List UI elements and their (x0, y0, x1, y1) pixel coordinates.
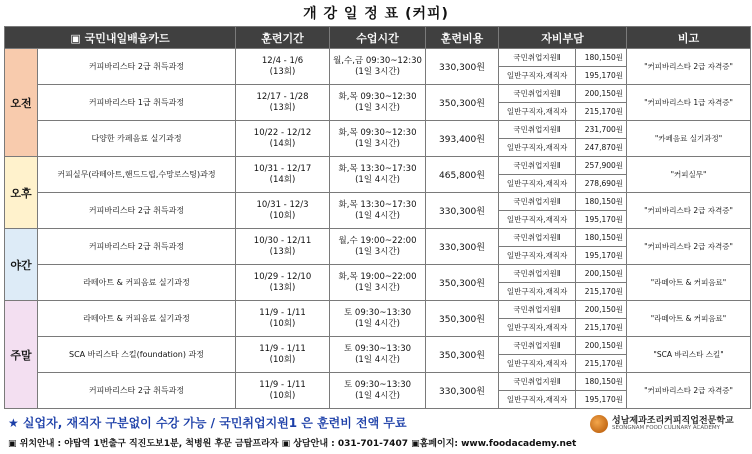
payer-amount-1: 180,150원 (576, 193, 627, 211)
period-count: (10회) (269, 210, 296, 221)
payer-type-2: 일반구직자,재직자 (499, 103, 576, 121)
table-row (5, 85, 751, 103)
course-note: "커피실무" (627, 157, 751, 193)
table-row (5, 193, 751, 211)
payer-amount-1: 200,150원 (576, 85, 627, 103)
course-cost: 350,300원 (426, 265, 499, 301)
course-note: "커피바리스타 2급 자격증" (627, 373, 751, 409)
table-row (5, 121, 751, 139)
payer-type-1: 국민취업지원Ⅱ (499, 265, 576, 283)
time-schedule: 월,수 19:00~22:00 (338, 235, 417, 246)
course-cost: 465,800원 (426, 157, 499, 193)
period-dates: 11/9 - 1/11 (259, 343, 306, 354)
course-name: 커피바리스타 2급 취득과정 (38, 49, 236, 85)
period-count: (13회) (269, 282, 296, 293)
payer-amount-2: 278,690원 (576, 175, 627, 193)
payer-type-1: 국민취업지원Ⅱ (499, 229, 576, 247)
course-time (330, 229, 426, 265)
payer-type-1: 국민취업지원Ⅱ (499, 121, 576, 139)
period-count: (13회) (269, 66, 296, 77)
payer-amount-1: 180,150원 (576, 49, 627, 67)
period-dates: 12/17 - 1/28 (256, 91, 309, 102)
payer-amount-2: 247,870원 (576, 139, 627, 157)
course-period (236, 157, 330, 193)
course-name: 커피바리스타 2급 취득과정 (38, 229, 236, 265)
session-label-3: 주말 (5, 301, 38, 409)
course-time (330, 157, 426, 193)
course-cost: 330,300원 (426, 49, 499, 85)
table-header-row (5, 27, 751, 49)
time-hours: (1일 4시간) (355, 318, 400, 329)
course-name: 다양한 카페음료 실기과정 (38, 121, 236, 157)
logo-name-korean: 성남제과조리커피직업전문학교 (612, 416, 734, 426)
table-row (5, 265, 751, 283)
payer-amount-1: 180,150원 (576, 229, 627, 247)
payer-amount-1: 180,150원 (576, 373, 627, 391)
payer-type-2: 일반구직자,재직자 (499, 391, 576, 409)
period-dates: 10/31 - 12/17 (253, 163, 312, 174)
period-count: (13회) (269, 102, 296, 113)
payer-amount-2: 195,170원 (576, 391, 627, 409)
course-name: 라떼아트 & 커피음료 실기과정 (38, 301, 236, 337)
time-hours: (1일 3시간) (355, 246, 400, 257)
course-time (330, 337, 426, 373)
course-name: 라떼아트 & 커피음료 실기과정 (38, 265, 236, 301)
course-note: "커피바리스타 2급 자격증" (627, 49, 751, 85)
payer-type-2: 일반구직자,재직자 (499, 247, 576, 265)
course-cost: 350,300원 (426, 301, 499, 337)
time-schedule: 화,목 19:00~22:00 (338, 271, 417, 282)
payer-amount-2: 195,170원 (576, 247, 627, 265)
table-row (5, 229, 751, 247)
time-hours: (1일 4시간) (355, 174, 400, 185)
course-time (330, 193, 426, 229)
course-period (236, 49, 330, 85)
course-period (236, 229, 330, 265)
time-schedule: 월,수,금 09:30~12:30 (333, 55, 422, 66)
course-note: "라떼아트 & 커피음료" (627, 301, 751, 337)
time-schedule: 토 09:30~13:30 (344, 379, 412, 390)
time-schedule: 토 09:30~13:30 (344, 343, 412, 354)
course-period (236, 193, 330, 229)
period-dates: 10/30 - 12/11 (253, 235, 312, 246)
payer-amount-2: 195,170원 (576, 67, 627, 85)
table-row (5, 157, 751, 175)
header-selfpay: 자비부담 (499, 27, 627, 49)
course-note: "라떼아트 & 커피음료" (627, 265, 751, 301)
course-cost: 350,300원 (426, 85, 499, 121)
time-schedule: 화,목 09:30~12:30 (338, 91, 417, 102)
payer-amount-2: 215,170원 (576, 283, 627, 301)
table-row (5, 337, 751, 355)
payer-type-1: 국민취업지원Ⅱ (499, 193, 576, 211)
period-count: (10회) (269, 354, 296, 365)
period-dates: 11/9 - 1/11 (259, 379, 306, 390)
payer-type-1: 국민취업지원Ⅱ (499, 337, 576, 355)
period-dates: 10/31 - 12/3 (256, 199, 309, 210)
table-body (5, 49, 751, 409)
course-cost: 330,300원 (426, 373, 499, 409)
page-title: 개 강 일 정 표 (커피) (303, 6, 449, 22)
course-period (236, 373, 330, 409)
session-label-2: 야간 (5, 229, 38, 301)
course-name: SCA 바리스타 스킬(foundation) 과정 (38, 337, 236, 373)
course-note: "커피바리스타 2급 자격증" (627, 193, 751, 229)
period-count: (14회) (269, 138, 296, 149)
payer-amount-2: 215,170원 (576, 103, 627, 121)
period-count: (14회) (269, 174, 296, 185)
course-note: "카페음료 실기과정" (627, 121, 751, 157)
course-name: 커피바리스타 1급 취득과정 (38, 85, 236, 121)
time-hours: (1일 3시간) (355, 66, 400, 77)
payer-type-1: 국민취업지원Ⅱ (499, 301, 576, 319)
course-period (236, 265, 330, 301)
course-cost: 393,400원 (426, 121, 499, 157)
table-row (5, 301, 751, 319)
header-course: ▣ 국민내일배움카드 (5, 27, 236, 49)
payer-type-2: 일반구직자,재직자 (499, 283, 576, 301)
time-hours: (1일 4시간) (355, 390, 400, 401)
notice-text: ★ 실업자, 재직자 구분없이 수강 가능 / 국민취업지원1 은 훈련비 전액 무료 (8, 416, 407, 430)
period-count: (10회) (269, 390, 296, 401)
payer-type-2: 일반구직자,재직자 (499, 355, 576, 373)
period-dates: 10/29 - 12/10 (253, 271, 312, 282)
time-hours: (1일 3시간) (355, 282, 400, 293)
payer-amount-1: 231,700원 (576, 121, 627, 139)
course-period (236, 301, 330, 337)
payer-amount-2: 215,170원 (576, 355, 627, 373)
payer-amount-1: 200,150원 (576, 301, 627, 319)
course-note: "커피바리스타 2급 자격증" (627, 229, 751, 265)
course-time (330, 121, 426, 157)
time-hours: (1일 4시간) (355, 354, 400, 365)
payer-type-2: 일반구직자,재직자 (499, 67, 576, 85)
payer-type-2: 일반구직자,재직자 (499, 319, 576, 337)
table-row (5, 49, 751, 67)
course-cost: 330,300원 (426, 193, 499, 229)
course-name: 커피바리스타 2급 취득과정 (38, 373, 236, 409)
course-time (330, 301, 426, 337)
footer-info: ▣ 위치안내 : 야탑역 1번출구 직진도보1분, 척병원 후문 금탑프라자 ▣ 상담안내 : 031-701-7407 ▣홈페이지: www.foodacademy.net (8, 439, 577, 449)
payer-type-1: 국민취업지원Ⅱ (499, 373, 576, 391)
period-dates: 10/22 - 12/12 (253, 127, 312, 138)
payer-amount-1: 257,900원 (576, 157, 627, 175)
header-time: 수업시간 (330, 27, 426, 49)
period-count: (13회) (269, 246, 296, 257)
course-time (330, 49, 426, 85)
time-schedule: 화,목 13:30~17:30 (338, 199, 417, 210)
course-name: 커피바리스타 2급 취득과정 (38, 193, 236, 229)
time-hours: (1일 3시간) (355, 102, 400, 113)
schedule-table (4, 26, 751, 409)
course-time (330, 85, 426, 121)
payer-type-1: 국민취업지원Ⅱ (499, 49, 576, 67)
course-note: "SCA 바리스타 스킬" (627, 337, 751, 373)
payer-amount-2: 195,170원 (576, 211, 627, 229)
logo-name-english: SEONGNAM FOOD CULINARY ACADEMY (612, 425, 720, 431)
payer-type-2: 일반구직자,재직자 (499, 211, 576, 229)
header-note: 비고 (627, 27, 751, 49)
period-dates: 11/9 - 1/11 (259, 307, 306, 318)
payer-amount-1: 200,150원 (576, 337, 627, 355)
table-row (5, 373, 751, 391)
header-period: 훈련기간 (236, 27, 330, 49)
course-cost: 330,300원 (426, 229, 499, 265)
session-label-1: 오후 (5, 157, 38, 229)
period-count: (10회) (269, 318, 296, 329)
course-period (236, 85, 330, 121)
period-dates: 12/4 - 1/6 (261, 55, 304, 66)
course-period (236, 121, 330, 157)
time-hours: (1일 4시간) (355, 210, 400, 221)
session-label-0: 오전 (5, 49, 38, 157)
payer-type-2: 일반구직자,재직자 (499, 175, 576, 193)
course-cost: 350,300원 (426, 337, 499, 373)
payer-amount-1: 200,150원 (576, 265, 627, 283)
time-schedule: 화,목 13:30~17:30 (338, 163, 417, 174)
payer-type-1: 국민취업지원Ⅱ (499, 157, 576, 175)
course-period (236, 337, 330, 373)
time-schedule: 화,목 09:30~12:30 (338, 127, 417, 138)
time-schedule: 토 09:30~13:30 (344, 307, 412, 318)
payer-type-1: 국민취업지원Ⅱ (499, 85, 576, 103)
header-cost: 훈련비용 (426, 27, 499, 49)
payer-amount-2: 215,170원 (576, 319, 627, 337)
course-name: 커피실무(라떼아트,핸드드립,수망로스팅)과정 (38, 157, 236, 193)
academy-logo[interactable] (590, 413, 750, 437)
course-time (330, 373, 426, 409)
logo-emblem-icon (590, 415, 608, 433)
course-note: "커피바리스타 1급 자격증" (627, 85, 751, 121)
course-time (330, 265, 426, 301)
payer-type-2: 일반구직자,재직자 (499, 139, 576, 157)
time-hours: (1일 3시간) (355, 138, 400, 149)
